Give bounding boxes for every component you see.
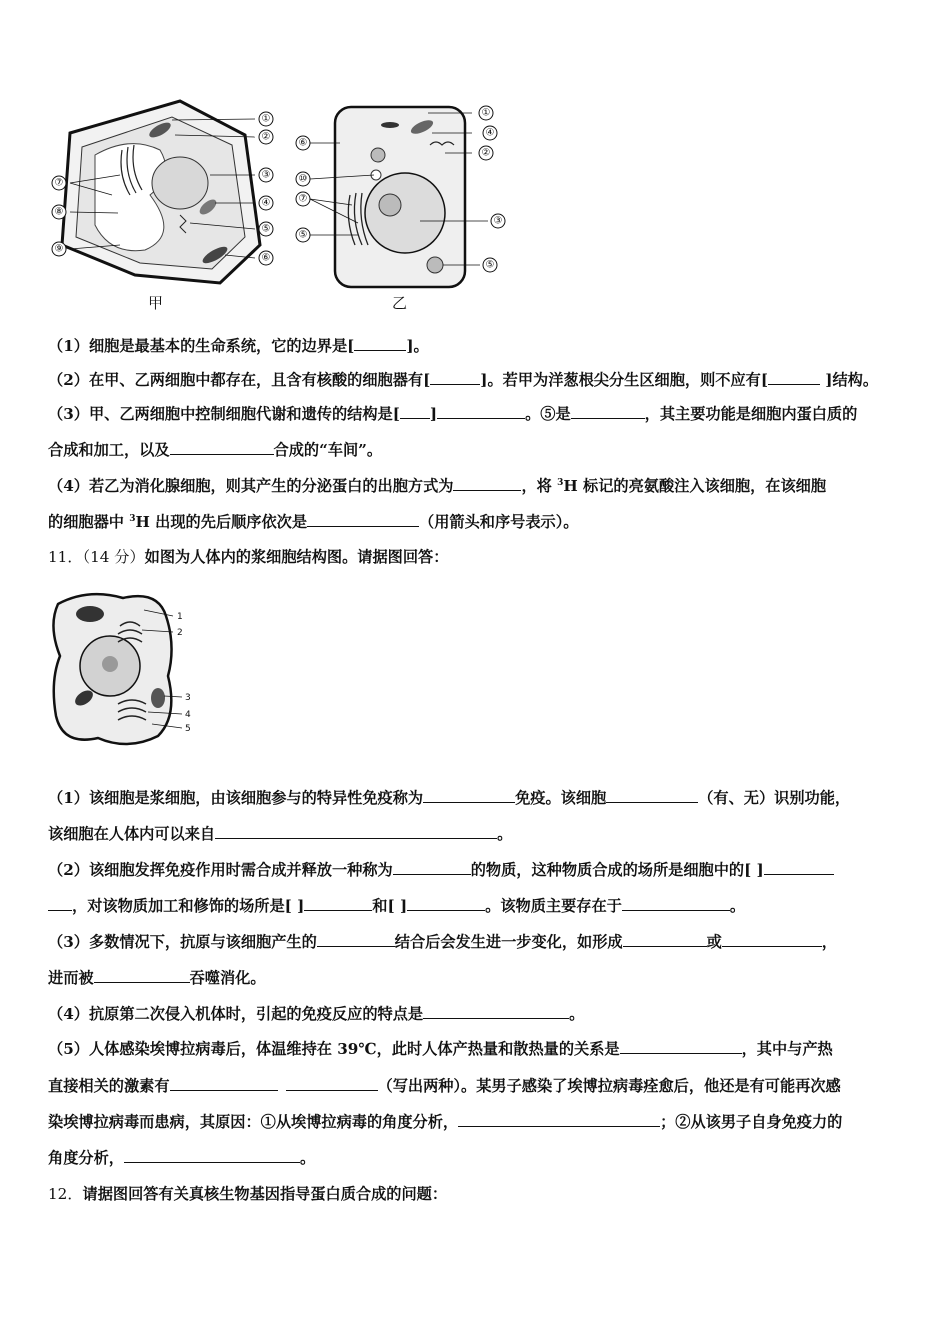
q11-part5-line1: （5）人体感染埃博拉病毒后，体温维持在 39℃，此时人体产热量和散热量的关系是 ，其中与产热: [48, 1040, 833, 1058]
fig1-right-label-7: ③: [493, 215, 503, 227]
q11-part5-line3: 染埃博拉病毒而患病，其原因：①从埃博拉病毒的角度分析， ；②从该男子自身免疫力的: [48, 1113, 843, 1131]
fig1-left-label-3: ③: [261, 169, 271, 181]
q10-part2: （2）在甲、乙两细胞中都存在，且含有核酸的细胞器有[ ]。若甲为洋葱根尖分生区细胞，则不应有[ ]结构。: [48, 371, 879, 389]
fig1-right-label-5: ⑩: [298, 173, 308, 185]
fig1-left-label-4: ④: [261, 197, 271, 209]
fig1-right-label-6: ⑦: [298, 193, 308, 205]
q11-part2-line1: （2）该细胞发挥免疫作用时需合成并释放一种称为 的物质，这种物质合成的场所是细胞中的[ ]: [48, 860, 834, 880]
fig1-right-label-3: ②: [481, 147, 491, 159]
fig2-label-1: 1: [177, 612, 183, 622]
fig1-left-label-6: ⑥: [261, 252, 271, 264]
figure-cells-jia-yi: [40, 95, 520, 315]
plant-cell-diagram: [52, 101, 273, 283]
animal-cell-diagram: [296, 106, 505, 287]
fig2-label-5: 5: [185, 724, 191, 734]
fig2-label-4: 4: [185, 710, 191, 720]
q11-part2-line2: ，对该物质加工和修饰的场所是[ ] 和[ ] 。该物质主要存在于 。: [48, 896, 745, 916]
figure-caption-yi: 乙: [392, 294, 408, 312]
figure-caption-jia: 甲: [148, 294, 164, 312]
figure-plasma-cell: [48, 586, 208, 751]
q11-part1-line1: （1）该细胞是浆细胞，由该细胞参与的特异性免疫称为 免疫。该细胞 （有、无）识别功能，: [48, 789, 851, 807]
fig1-right-label-1: ①: [481, 107, 491, 119]
fig1-left-label-2: ②: [261, 131, 271, 143]
q11-part3-line1: （3）多数情况下，抗原与该细胞产生的 结合后会发生进一步变化，如形成 或 ，: [48, 933, 837, 951]
fig1-right-label-9: ⑤: [485, 259, 495, 271]
q12-stem: 12．请据图回答有关真核生物基因指导蛋白质合成的问题：: [48, 1185, 448, 1203]
fig1-right-label-8: ⑤: [298, 229, 308, 241]
q11-stem: 11．（14 分）如图为人体内的浆细胞结构图。请据图回答：: [48, 548, 449, 566]
q10-part4-line1: （4）若乙为消化腺细胞，则其产生的分泌蛋白的出胞方式为 ，将 $^3$H 标记的亮氨酸注入该细胞，在该细胞: [48, 477, 827, 495]
fig1-right-label-2: ④: [485, 127, 495, 139]
fig1-left-label-5: ⑤: [261, 223, 271, 235]
fig1-left-label-9: ⑨: [54, 243, 64, 255]
q11-part1-line2: 该细胞在人体内可以来自 。: [48, 825, 513, 843]
q11-part5-line4: 角度分析， 。: [48, 1149, 316, 1167]
q10-part3-line1: （3）甲、乙两细胞中控制细胞代谢和遗传的结构是[ ] 。⑤是 ，其主要功能是细胞内蛋白质的: [48, 405, 858, 423]
fig1-left-label-1: ①: [261, 113, 271, 125]
q11-part5-line2: 直接相关的激素有 （写出两种）。某男子感染了埃博拉病毒痊愈后，他还是有可能再次感: [48, 1077, 841, 1095]
q10-part4-line2: 的细胞器中 $^3$H 出现的先后顺序依次是 （用箭头和序号表示）。: [48, 513, 579, 531]
q11-part3-line2: 进而被 吞噬消化。: [48, 969, 266, 987]
fig2-label-2: 2: [177, 628, 183, 638]
fig1-right-label-4: ⑥: [298, 137, 308, 149]
q11-part4: （4）抗原第二次侵入机体时，引起的免疫反应的特点是 。: [48, 1005, 585, 1023]
fig1-left-label-8: ⑧: [54, 206, 64, 218]
fig1-left-label-7: ⑦: [54, 177, 64, 189]
fig2-label-3: 3: [185, 693, 191, 703]
q10-part3-line2: 合成和加工，以及 合成的“车间”。: [48, 441, 383, 459]
q10-part1: （1）细胞是最基本的生命系统，它的边界是[ ]。: [48, 337, 429, 355]
